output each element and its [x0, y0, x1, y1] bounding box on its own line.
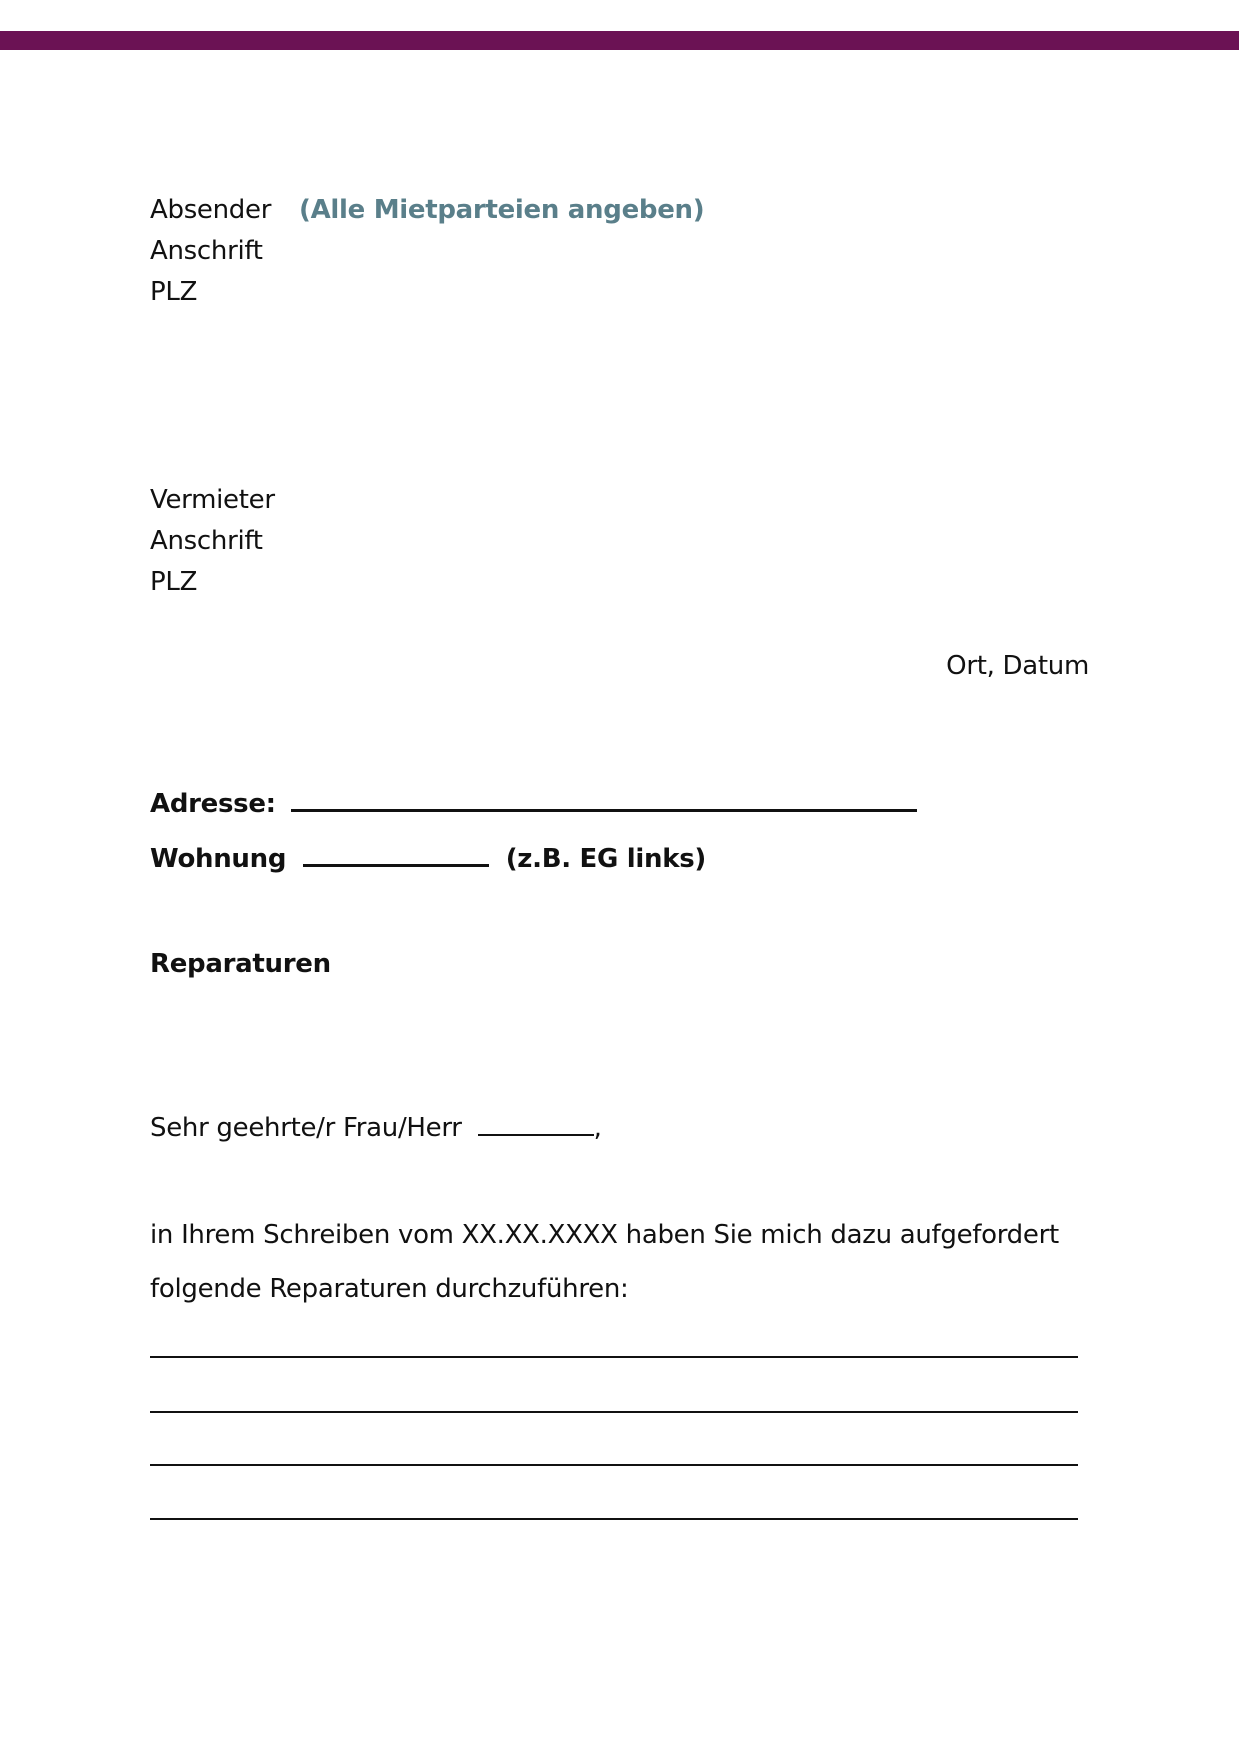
repair-fill-line[interactable]: [150, 1464, 1078, 1466]
sender-name-label: Absender: [150, 195, 272, 225]
recipient-address-label: Anschrift: [150, 526, 263, 556]
salutation-row: [150, 1110, 602, 1145]
sender-zip-label: PLZ: [150, 277, 198, 307]
reference-address-row: [150, 785, 917, 821]
salutation-suffix: ,: [593, 1113, 602, 1143]
salutation-prefix: Sehr geehrte/r Frau/Herr: [150, 1113, 462, 1143]
body-line-1: in Ihrem Schreiben vom XX.XX.XXXX haben Sie mich dazu aufgefordert: [150, 1220, 1059, 1250]
reference-address-label: Adresse:: [150, 789, 276, 819]
body-line-2: folgende Reparaturen durchzuführen:: [150, 1274, 629, 1304]
accent-bar: [0, 31, 1239, 50]
repair-fill-line[interactable]: [150, 1356, 1078, 1358]
recipient-name-label: Vermieter: [150, 485, 275, 515]
sender-address-label: Anschrift: [150, 236, 263, 266]
repair-fill-line[interactable]: [150, 1518, 1078, 1520]
place-date: Ort, Datum: [946, 651, 1089, 681]
subject: Reparaturen: [150, 949, 331, 979]
recipient-zip-label: PLZ: [150, 567, 198, 597]
reference-apartment-hint: (z.B. EG links): [505, 844, 706, 874]
reference-apartment-blank[interactable]: [303, 840, 489, 867]
repair-fill-line[interactable]: [150, 1411, 1078, 1413]
sender-note: (Alle Mietparteien angeben): [299, 195, 705, 225]
reference-apartment-label: Wohnung: [150, 844, 287, 874]
salutation-name-blank[interactable]: [478, 1110, 594, 1136]
reference-apartment-row: [150, 840, 706, 876]
reference-address-blank[interactable]: [291, 785, 917, 812]
